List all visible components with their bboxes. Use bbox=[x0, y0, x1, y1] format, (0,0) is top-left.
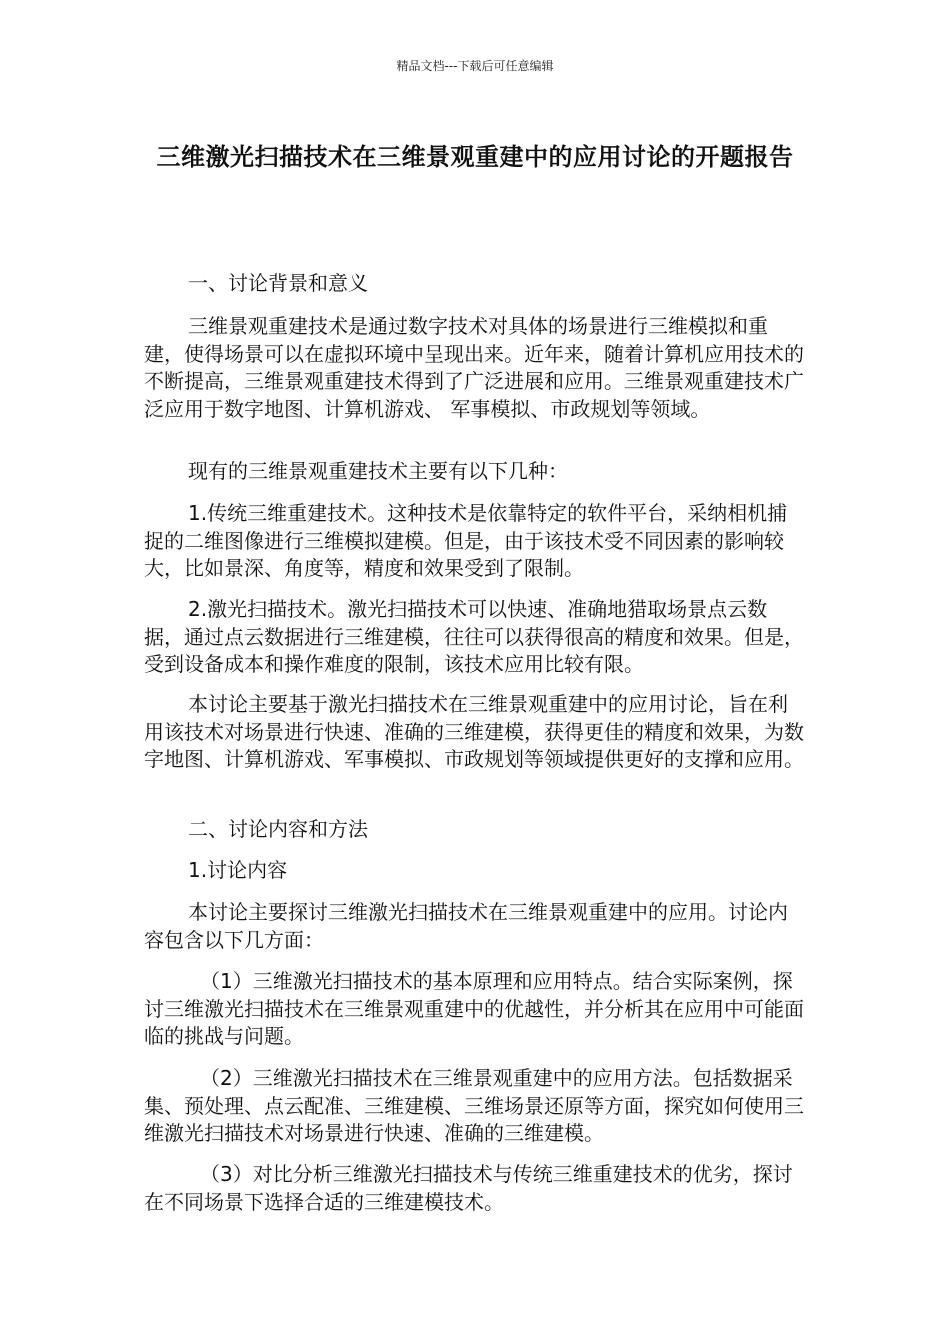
list-item: （3）对比分析三维激光扫描技术与传统三维重建技术的优劣，探讨在不同场景下选择合适的三维建模技术。 bbox=[144, 1162, 793, 1214]
paragraph: 三维景观重建技术是通过数字技术对具体的场景进行三维模拟和重建，使得场景可以在虚拟环境中呈现出来。近年来，随着计算机应用技术的不断提高，三维景观重建技术得到了广泛进展和应用。三维景观重建技术广泛应用于数字地图、计算机游戏、 军事模拟、市政规划等领域。 bbox=[144, 314, 804, 421]
list-item: （1）三维激光扫描技术的基本原理和应用特点。结合实际案例，探讨三维激光扫描技术在三维景观重建中的优越性，并分析其在应用中可能面临的挑战与问题。 bbox=[144, 969, 804, 1048]
paragraph: 本讨论主要探讨三维激光扫描技术在三维景观重建中的应用。讨论内容包含以下几方面： bbox=[144, 900, 788, 952]
document-title: 三维激光扫描技术在三维景观重建中的应用讨论的开题报告 bbox=[156, 143, 794, 171]
paragraph: 1.传统三维重建技术。这种技术是依靠特定的软件平台，采纳相机捕捉的二维图像进行三维模拟建模。但是，由于该技术受不同因素的影响较大，比如景深、角度等，精度和效果受到了限制。 bbox=[144, 501, 788, 580]
subsection-heading: 1.讨论内容 bbox=[188, 858, 288, 882]
list-item: （2）三维激光扫描技术在三维景观重建中的应用方法。包括数据采集、预处理、点云配准、三维建模、三维场景还原等方面，探究如何使用三维激光扫描技术对场景进行快速、准确的三维建模。 bbox=[144, 1066, 804, 1145]
section-heading-2: 二、讨论内容和方法 bbox=[188, 817, 368, 841]
page-header: 精品文档---下载后可任意编辑 bbox=[396, 59, 554, 73]
paragraph: 现有的三维景观重建技术主要有以下几种： bbox=[188, 459, 568, 483]
section-heading-1: 一、讨论背景和意义 bbox=[188, 271, 368, 295]
paragraph: 2.激光扫描技术。激光扫描技术可以快速、准确地猎取场景点云数据，通过点云数据进行三维建模，往往可以获得很高的精度和效果。但是，受到设备成本和操作难度的限制，该技术应用比较有限。 bbox=[144, 597, 804, 676]
paragraph: 本讨论主要基于激光扫描技术在三维景观重建中的应用讨论，旨在利用该技术对场景进行快速、准确的三维建模，获得更佳的精度和效果，为数字地图、计算机游戏、军事模拟、市政规划等领域提供更好的支撑和应用。 bbox=[144, 692, 804, 771]
